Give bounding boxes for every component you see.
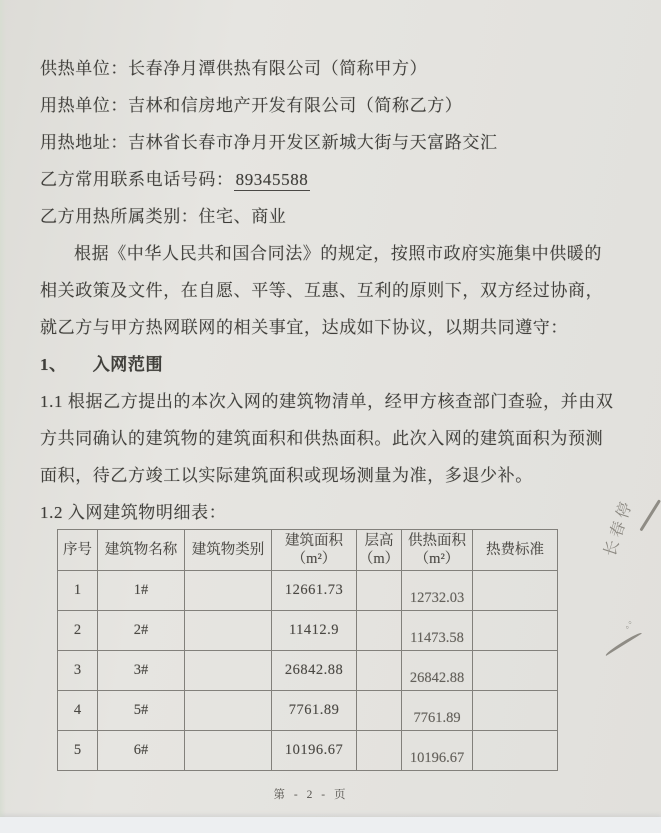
table-cell [185,691,272,731]
table-header-row [58,530,558,571]
scan-left-edge [0,0,6,833]
clause-1-1-line: 面积，待乙方竣工以实际建筑面积或现场测量为准，多退少补。 [40,466,533,485]
table-cell [357,731,402,771]
table-cell [473,651,558,691]
table-cell [185,571,272,611]
section-1-title: 入网范围 [92,355,164,374]
category-line [40,198,628,235]
col-header-index: 序号 [58,530,98,571]
consumer-label: 用热单位： [40,96,128,115]
table-cell: 7761.89 [402,691,473,731]
consumer-value: 吉林和信房地产开发有限公司（简称乙方） [128,96,463,115]
table-cell [357,571,402,611]
table-cell: 2# [98,611,185,651]
table-cell: 26842.88 [272,651,357,691]
table-cell: 11412.9 [272,611,357,651]
address-label: 用热地址： [40,133,128,152]
col-header-fee-standard: 热费标准 [473,530,558,571]
consumer-line [40,87,628,124]
clause-1-1-line: 方共同确认的建筑物的建筑面积和供热面积。此次入网的建筑面积为预测 [40,429,604,448]
table-cell [185,611,272,651]
contract-body [40,50,628,531]
clause-1-2-line: 1.2 入网建筑物明细表： [40,503,227,522]
edge-note-stroke [605,631,642,655]
address-value: 吉林省长春市净月开发区新城大街与天富路交汇 [128,133,498,152]
col-header-heat-area: 供热面积 （m²） [402,530,473,571]
table-cell: 12661.73 [272,571,357,611]
table-cell [473,611,558,651]
scanbed-bottom-strip [0,817,661,833]
table-row [58,571,558,611]
phone-number: 89345588 [235,170,309,189]
table-cell: 10196.67 [402,731,473,771]
table-cell [185,731,272,771]
table-cell [357,691,402,731]
table-row [58,651,558,691]
col-header-floor-height: 层高 （m） [357,530,402,571]
building-detail-table [57,529,558,771]
table-cell: 26842.88 [402,651,473,691]
table-cell: 7761.89 [272,691,357,731]
address-line [40,124,628,161]
table-cell: 4 [58,691,98,731]
col-header-building-type: 建筑物类别 [185,530,272,571]
edge-note-dots: 。。 [619,611,637,630]
table-cell [357,651,402,691]
section-1-heading [40,346,628,383]
edge-note-stroke [639,499,660,531]
table-cell: 11473.58 [402,611,473,651]
table-cell: 12732.03 [402,571,473,611]
clause-1-1-line: 1.1 根据乙方提出的本次入网的建筑物清单，经甲方核查部门查验，并由双 [40,392,614,411]
edge-note-text: 长春停 [601,496,637,559]
table-cell: 3 [58,651,98,691]
table-cell [473,731,558,771]
table-cell: 10196.67 [272,731,357,771]
category-label: 乙方用热所属类别： [40,207,199,226]
table-cell [473,691,558,731]
table-cell: 5# [98,691,185,731]
table-header [58,530,558,571]
intro-line: 就乙方与甲方热网联网的相关事宜，达成如下协议，以期共同遵守： [40,318,568,337]
page-number: 第 - 2 - 页 [273,789,349,801]
section-1-number: 1、 [40,355,67,374]
table-cell [357,611,402,651]
intro-line: 相关政策及文件，在自愿、平等、互惠、互利的原则下，双方经过协商， [40,281,604,300]
intro-line: 根据《中华人民共和国合同法》的规定，按照市政府实施集中供暖的 [74,244,602,263]
table-cell: 1# [98,571,185,611]
supplier-label: 供热单位： [40,59,128,78]
table-body [58,571,558,771]
supplier-line [40,50,628,87]
table-cell: 2 [58,611,98,651]
table-row [58,731,558,771]
table-cell: 1 [58,571,98,611]
category-value: 住宅、商业 [198,207,287,226]
col-header-build-area: 建筑面积 （m²） [272,530,357,571]
table-cell [185,651,272,691]
table-cell: 3# [98,651,185,691]
table-cell [473,571,558,611]
table-cell: 5 [58,731,98,771]
table-row [58,691,558,731]
supplier-value: 长春净月潭供热有限公司（简称甲方） [128,59,428,78]
phone-label: 乙方常用联系电话号码： [40,170,234,189]
table-row [58,611,558,651]
phone-line [40,161,628,198]
col-header-building-name: 建筑物名称 [98,530,185,571]
table-cell: 6# [98,731,185,771]
